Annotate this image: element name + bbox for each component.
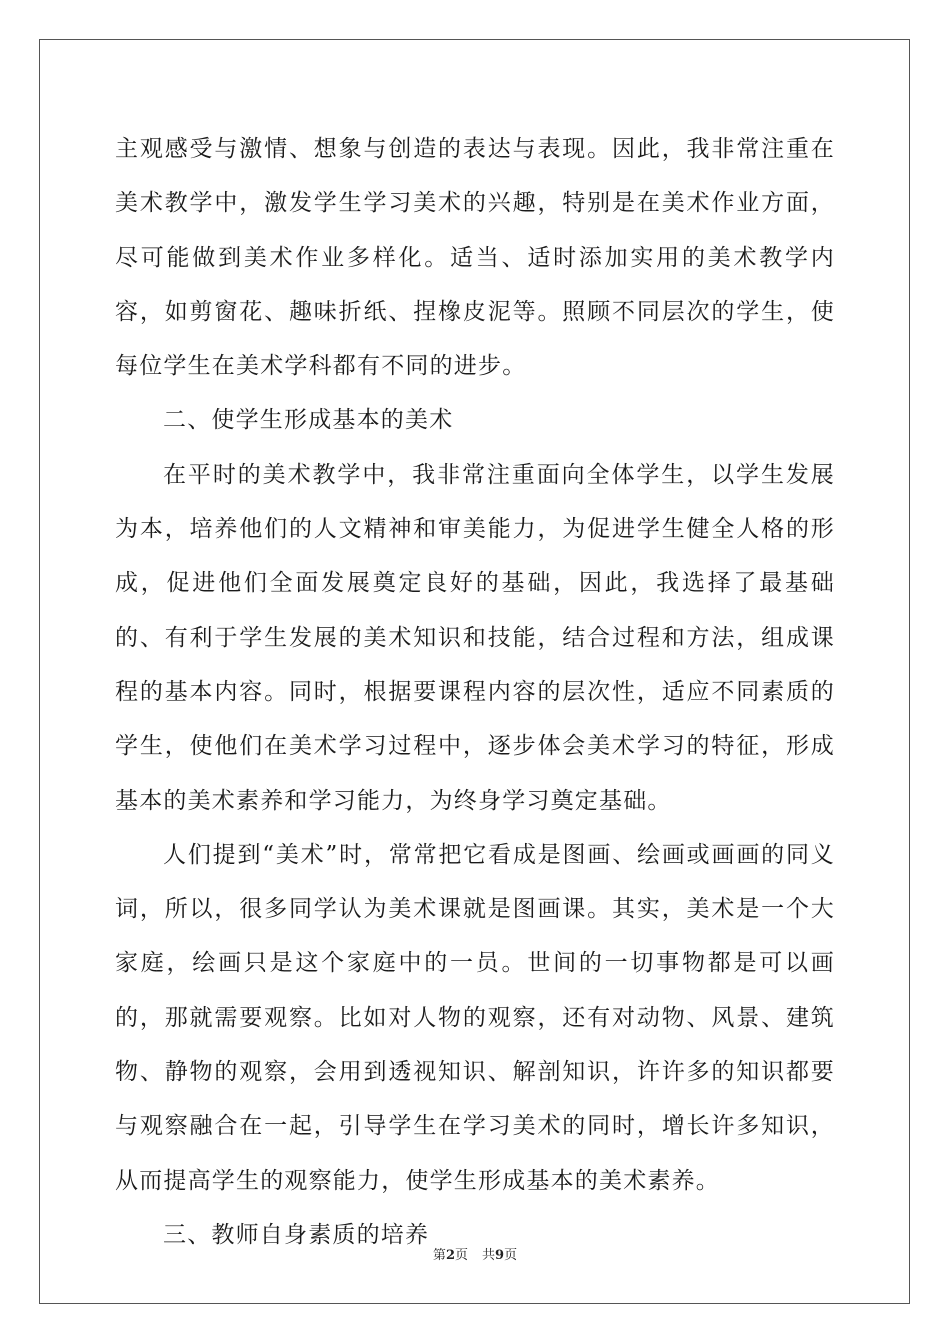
paragraph-observation: 人们提到“美术”时，常常把它看成是图画、绘画或画画的同义词，所以，很多同学认为美术课就是图画课。其实，美术是一个大家庭，绘画只是这个家庭中的一员。世间的一切事物都是可以画的，那就需要观察。比如对人物的观察，还有对动物、风景、建筑物、静物的观察，会用到透视知识、解剖知识，许许多的知识都要与观察融合在一起，引导学生在学习美术的同时，增长许多知识，从而提高学生的观察能力，使学生形成基本的美术素养。 [115,841,835,1194]
document-body [115,122,835,1262]
paragraph-continuation: 主观感受与激情、想象与创造的表达与表现。因此，我非常注重在美术教学中，激发学生学习美术的兴趣，特别是在美术作业方面，尽可能做到美术作业多样化。适当、适时添加实用的美术教学内容，如剪窗花、趣味折纸、捏橡皮泥等。照顾不同层次的学生，使每位学生在美术学科都有不同的进步。 [115,136,835,380]
page-number: 2 [445,1248,455,1263]
section-heading-2: 二、使学生形成基本的美术 [163,407,454,434]
page-footer [0,1244,950,1263]
total-suffix: 页 [504,1248,518,1263]
paragraph-teaching: 在平时的美术教学中，我非常注重面向全体学生，以学生发展为本，培养他们的人文精神和审美能力，为促进学生健全人格的形成，促进他们全面发展奠定良好的基础，因此，我选择了最基础的、有利于学生发展的美术知识和技能，结合过程和方法，组成课程的基本内容。同时，根据要课程内容的层次性，适应不同素质的学生，使他们在美术学习过程中，逐步体会美术学习的特征，形成基本的美术素养和学习能力，为终身学习奠定基础。 [115,461,835,814]
page-prefix: 第 [432,1248,446,1263]
total-pages: 9 [495,1248,505,1263]
total-prefix: 共 [482,1248,496,1263]
page-suffix: 页 [454,1248,468,1263]
section-heading-3: 三、教师自身素质的培养 [163,1221,430,1248]
